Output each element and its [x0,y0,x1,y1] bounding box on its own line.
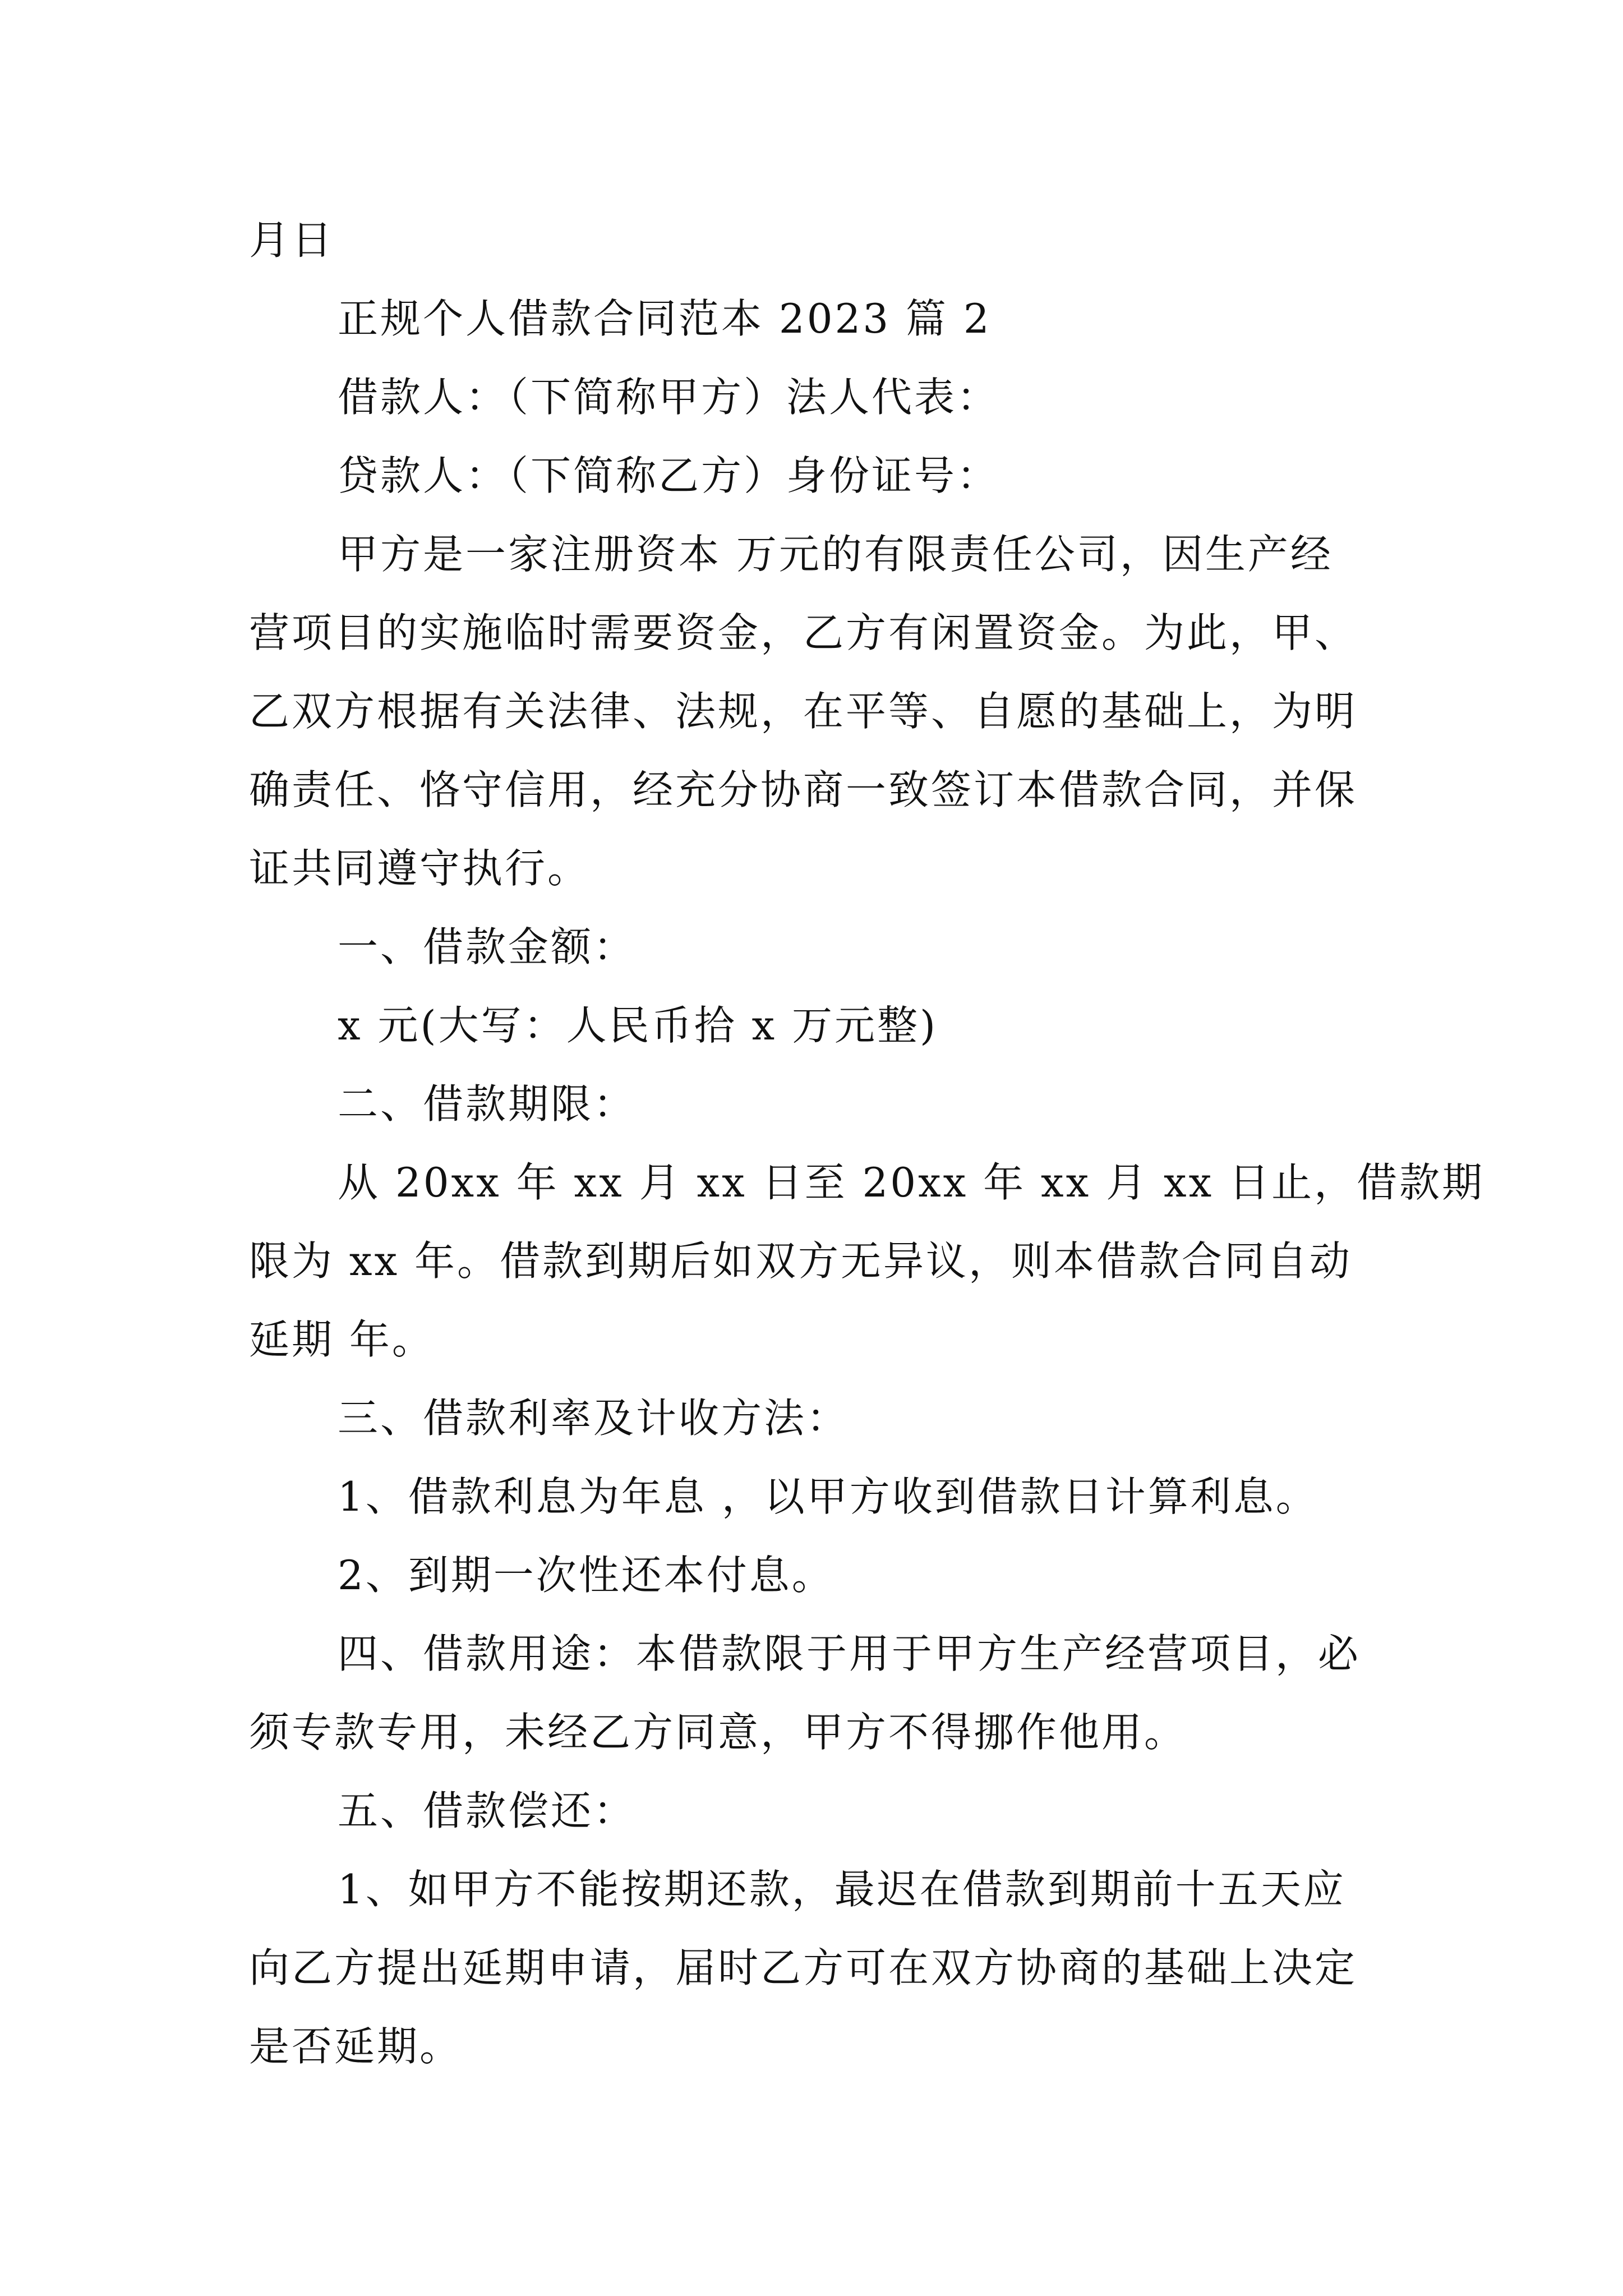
clause-heading: 二、借款期限： [338,1080,637,1128]
text-line: 四、借款用途：本借款限于用于甲方生产经营项目，必 [338,1630,1361,1677]
text-line: 月日 [249,217,335,264]
text-line: 1、借款利息为年息 ，以甲方收到借款日计算利息。 [338,1473,1318,1520]
text-line: 1、如甲方不能按期还款，最迟在借款到期前十五天应 [338,1866,1346,1913]
text-line: 营项目的实施临时需要资金，乙方有闲置资金。为此，甲、 [249,609,1358,656]
text-line: 借款人：（下简称甲方）法人代表： [338,374,1000,421]
text-line: 向乙方提出延期申请，届时乙方可在双方协商的基础上决定 [249,1944,1358,1991]
text-line: 须专款专用，未经乙方同意，甲方不得挪作他用。 [249,1709,1187,1756]
clause-heading: 三、借款利率及计收方法： [338,1395,850,1442]
text-line: 甲方是一家注册资本 万元的有限责任公司，因生产经 [338,531,1333,578]
text-line: 延期 年。 [249,1316,435,1363]
text-line: 确责任、恪守信用，经充分协商一致签订本借款合同，并保 [249,766,1358,813]
text-line: 是否延期。 [249,2023,463,2070]
section-heading: 正规个人借款合同范本 2023 篇 2 [338,295,992,342]
text-line: 乙双方根据有关法律、法规，在平等、自愿的基础上，为明 [249,688,1358,735]
text-line: 证共同遵守执行。 [249,845,591,892]
clause-heading: 五、借款偿还： [338,1787,637,1834]
text-line: 2、到期一次性还本付息。 [338,1552,834,1599]
text-line: x 元(大写：人民币拾 x 万元整) [338,1002,938,1049]
clause-heading: 一、借款金额： [338,923,637,970]
text-line: 贷款人：（下简称乙方）身份证号： [338,452,1000,499]
text-line: 限为 xx 年。借款到期后如双方无异议，则本借款合同自动 [249,1237,1352,1285]
text-line: 从 20xx 年 xx 月 xx 日至 20xx 年 xx 月 xx 日止，借款期 [338,1159,1485,1206]
